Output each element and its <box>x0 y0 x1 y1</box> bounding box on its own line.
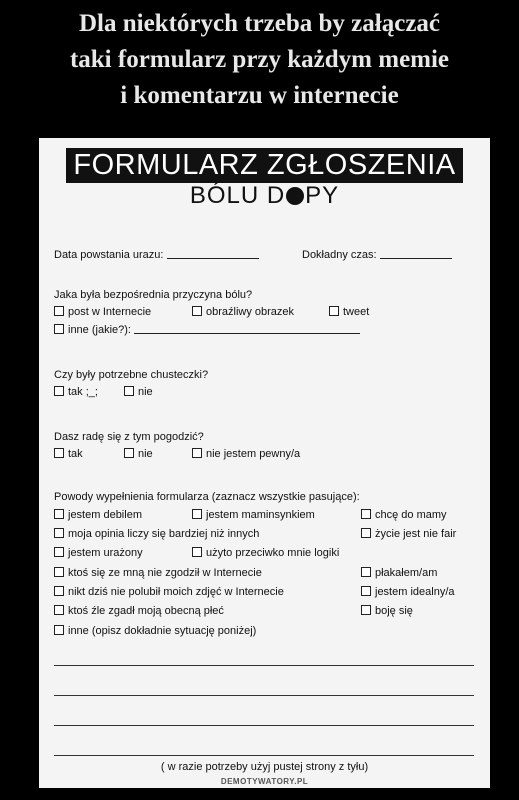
form-subtitle <box>39 182 490 210</box>
q2-option[interactable]: nie <box>124 385 153 399</box>
writing-line[interactable] <box>54 695 474 696</box>
q1-option[interactable]: obraźliwy obrazek <box>192 305 294 319</box>
checkbox[interactable] <box>192 547 202 557</box>
checkbox[interactable] <box>329 306 339 316</box>
q3-option[interactable]: nie jestem pewny/a <box>192 447 300 461</box>
time-field <box>302 248 452 262</box>
caption-line-3: i komentarzu w internecie <box>120 82 399 109</box>
checkbox[interactable] <box>361 528 371 538</box>
checkbox[interactable] <box>192 306 202 316</box>
q1-option-other[interactable]: inne (jakie?): <box>54 323 360 337</box>
q4-option[interactable]: ktoś się ze mną nie zgodził w Internecie <box>54 566 262 580</box>
checkbox[interactable] <box>192 509 202 519</box>
q3-option[interactable]: nie <box>124 447 153 461</box>
meme-caption <box>0 6 519 114</box>
time-blank[interactable] <box>380 248 452 259</box>
checkbox[interactable] <box>361 586 371 596</box>
q4-question: Powody wypełnienia formularza (zaznacz wszystkie pasujące): <box>54 491 360 503</box>
subtitle-left: BÓLU D <box>189 182 286 209</box>
site-watermark: DEMOTYWATORY.PL <box>220 777 309 786</box>
checkbox[interactable] <box>54 509 64 519</box>
q1-option[interactable]: post w Internecie <box>54 305 151 319</box>
q1-question: Jaka była bezpośrednia przyczyna bólu? <box>54 289 253 301</box>
checkbox[interactable] <box>54 306 64 316</box>
q4-option[interactable]: użyto przeciwko mnie logiki <box>192 546 339 560</box>
checkbox[interactable] <box>54 586 64 596</box>
checkbox[interactable] <box>361 605 371 615</box>
checkbox[interactable] <box>361 509 371 519</box>
checkbox[interactable] <box>124 448 134 458</box>
complaint-form <box>39 138 490 788</box>
q4-option[interactable]: boję się <box>361 604 413 618</box>
date-field <box>54 248 259 262</box>
writing-line[interactable] <box>54 725 474 726</box>
date-blank[interactable] <box>167 248 259 259</box>
q4-option[interactable]: jestem maminsynkiem <box>192 508 315 522</box>
date-label: Data powstania urazu: <box>54 249 164 261</box>
checkbox[interactable] <box>124 386 134 396</box>
subtitle-right: PY <box>305 182 340 209</box>
checkbox[interactable] <box>54 324 64 334</box>
checkbox[interactable] <box>54 547 64 557</box>
q4-option[interactable]: ktoś źle zgadł moją obecną płeć <box>54 604 224 618</box>
form-title: FORMULARZ ZGŁOSZENIA <box>66 148 463 183</box>
checkbox[interactable] <box>54 386 64 396</box>
writing-line[interactable] <box>54 755 474 756</box>
checkbox[interactable] <box>54 605 64 615</box>
q4-option[interactable]: życie jest nie fair <box>361 527 456 541</box>
q4-option[interactable]: płakałem/am <box>361 566 437 580</box>
q4-option[interactable]: jestem urażony <box>54 546 143 560</box>
checkbox[interactable] <box>361 567 371 577</box>
other-blank[interactable] <box>134 323 360 334</box>
time-label: Dokładny czas: <box>302 249 377 261</box>
q4-option-other[interactable]: inne (opisz dokładnie sytuację poniżej) <box>54 624 256 638</box>
checkbox[interactable] <box>54 567 64 577</box>
form-footnote: ( w razie potrzeby użyj pustej strony z tyłu) <box>160 761 369 773</box>
q4-option[interactable]: nikt dziś nie polubił moich zdjęć w Internecie <box>54 585 284 599</box>
caption-line-1: Dla niektórych trzeba by załączać <box>78 10 441 37</box>
q3-option[interactable]: tak <box>54 447 83 461</box>
q2-question: Czy były potrzebne chusteczki? <box>54 369 209 381</box>
checkbox[interactable] <box>54 625 64 635</box>
q4-option[interactable]: jestem idealny/a <box>361 585 455 599</box>
q4-option[interactable]: moja opinia liczy się bardziej niż innych <box>54 527 259 541</box>
checkbox[interactable] <box>54 528 64 538</box>
q2-option[interactable]: tak ;_; <box>54 385 98 399</box>
q1-option[interactable]: tweet <box>329 305 369 319</box>
q4-option[interactable]: chcę do mamy <box>361 508 447 522</box>
q4-option[interactable]: jestem debilem <box>54 508 142 522</box>
q3-question: Dasz radę się z tym pogodzić? <box>54 431 204 443</box>
ink-blot-icon <box>286 187 304 205</box>
writing-line[interactable] <box>54 665 474 666</box>
checkbox[interactable] <box>192 448 202 458</box>
checkbox[interactable] <box>54 448 64 458</box>
caption-line-2: taki formularz przy każdym memie <box>69 46 450 73</box>
